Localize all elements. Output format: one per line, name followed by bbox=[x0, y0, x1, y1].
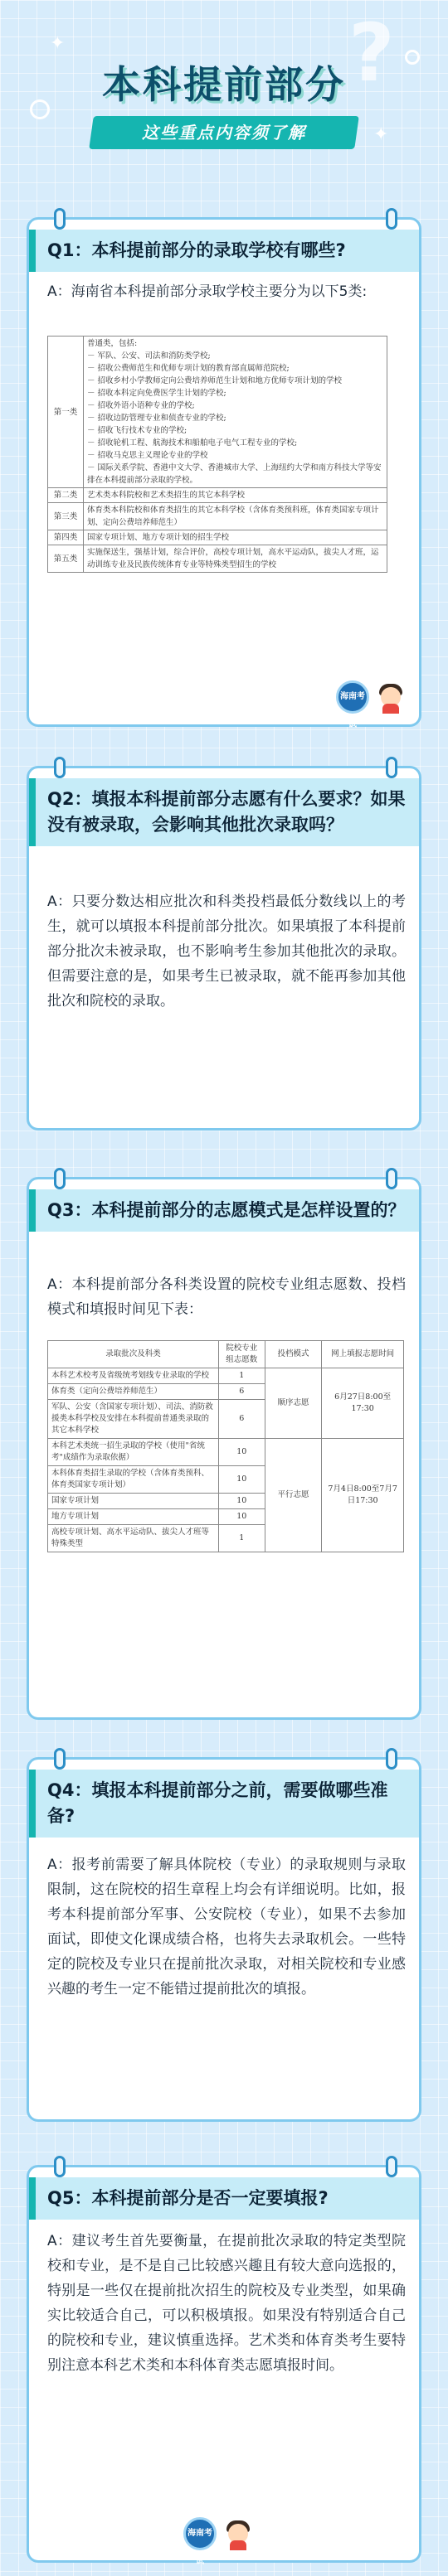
school-category: 第一类 bbox=[48, 337, 84, 488]
q1-card bbox=[27, 217, 421, 727]
school-description bbox=[84, 530, 387, 545]
school-description-line: － 国际关系学院、香港中文大学、香港城市大学、上海纽约大学和南方科技大学等安排在本科提前部分录取的学校。 bbox=[87, 463, 382, 485]
school-description-line: 实施保送生，强基计划，综合评价，高校专项计划，高水平运动队，拔尖人才班，运动训练专业及民族传统体育专业等特殊类型招生的学校 bbox=[87, 548, 379, 569]
school-description-line: － 招收乡村小学教师定向公费培养师范生计划和地方优师专项计划的学校 bbox=[87, 376, 343, 385]
q2-question-bar bbox=[29, 778, 419, 846]
page-subtitle: 这些重点内容须了解 bbox=[142, 123, 306, 143]
group-count: 6 bbox=[218, 1400, 265, 1439]
mode-table-row bbox=[48, 1439, 404, 1466]
school-description-line: － 招收公费师范生和优师专项计划的教育部直属师范院校; bbox=[87, 364, 290, 373]
q4-question: Q4：填报本科提前部分之前，需要做哪些准备? bbox=[47, 1780, 388, 1826]
q3-question: Q3：本科提前部分的志愿模式是怎样设置的？ bbox=[47, 1200, 406, 1220]
student-mascot bbox=[376, 680, 406, 714]
school-description-line: － 招收飞行技术专业的学校; bbox=[87, 426, 187, 435]
group-count: 10 bbox=[218, 1439, 265, 1466]
school-table-row bbox=[48, 545, 387, 573]
q1-school-table bbox=[47, 336, 387, 573]
q5-question: Q5：本科提前部分是否一定要填报? bbox=[47, 2188, 329, 2208]
batch-name: 体育类（定向公费培养师范生） bbox=[48, 1384, 219, 1400]
school-table-row bbox=[48, 503, 387, 530]
binder-ring bbox=[386, 2156, 397, 2177]
school-category: 第四类 bbox=[48, 530, 84, 545]
q2-card bbox=[27, 766, 421, 1131]
exam-logo-badge: 海南考试 bbox=[336, 680, 369, 714]
school-table-row bbox=[48, 337, 387, 488]
filing-time: 6月27日8:00至17:30 bbox=[322, 1368, 404, 1439]
filing-mode: 平行志愿 bbox=[265, 1439, 322, 1552]
school-category: 第五类 bbox=[48, 545, 84, 573]
school-description-line: 普通类，包括: bbox=[87, 339, 138, 348]
mode-table-header-cell: 录取批次及科类 bbox=[48, 1341, 219, 1368]
q3-question-bar bbox=[29, 1189, 419, 1232]
school-description-line: － 招收边防管理专业和侦查专业的学校; bbox=[87, 414, 226, 423]
q1-answer: A：海南省本科提前部分录取学校主要分为以下5类: bbox=[47, 283, 368, 300]
binder-ring bbox=[386, 208, 397, 230]
group-count: 1 bbox=[218, 1525, 265, 1552]
batch-name: 本科艺术校考及省级统考划线专业录取的学校 bbox=[48, 1368, 219, 1384]
group-count: 6 bbox=[218, 1384, 265, 1400]
q3-mode-table bbox=[47, 1340, 404, 1552]
mode-table-header-cell: 院校专业组志愿数 bbox=[218, 1341, 265, 1368]
exam-logo-badge: 海南考试 bbox=[183, 2517, 217, 2550]
page-title: 本科提前部分 bbox=[102, 62, 346, 107]
school-description bbox=[84, 503, 387, 530]
school-description-line: 国家专项计划、地方专项计划的招生学校 bbox=[87, 533, 230, 542]
q3-answer: A：本科提前部分各科类设置的院校专业组志愿数、投档模式和填报时间见下表： bbox=[47, 1276, 406, 1318]
batch-name: 高校专项计划、高水平运动队、拔尖人才班等特殊类型 bbox=[48, 1525, 219, 1552]
question-mark-decoration: ? bbox=[348, 7, 395, 99]
group-count: 10 bbox=[218, 1509, 265, 1525]
mode-table-header-cell: 投档模式 bbox=[265, 1341, 322, 1368]
school-description-line: 体育类本科院校和体育类招生的其它本科学校（含体育类预科班，体育类国家专项计划、定向公费培养师范生） bbox=[87, 506, 379, 527]
binder-ring bbox=[54, 1168, 66, 1189]
batch-name: 军队、公安（含国家专项计划）、司法、消防救援类本科学校及安排在本科提前普通类录取的其它本科学校 bbox=[48, 1400, 219, 1439]
batch-name: 本科艺术类统一招生录取的学校（使用"省统考"成绩作为录取依据） bbox=[48, 1439, 219, 1466]
school-description-line: － 招收本科定向免费医学生计划的学校; bbox=[87, 389, 226, 398]
q4-answer: A：报考前需要了解具体院校（专业）的录取规则与录取限制，这在院校的招生章程上均会有详细说明。比如，报考本科提前部分军事、公安院校（专业），如果不去参加面试，即使文化课成绩合格，也将失去录取机会。一些特定的院校及专业只在提前批次录取，对相关院校和专业感兴趣的考生一定不能错过提前批次的填报。 bbox=[47, 1857, 406, 1997]
school-description bbox=[84, 545, 387, 573]
q1-question-bar bbox=[29, 230, 419, 272]
q4-question-bar bbox=[29, 1770, 419, 1838]
school-description-line: － 招收轮机工程、航海技术和船舶电子电气工程专业的学校; bbox=[87, 438, 298, 448]
header bbox=[0, 0, 448, 191]
binder-ring bbox=[54, 1748, 66, 1770]
q5-question-bar bbox=[29, 2177, 419, 2220]
mode-table-header-cell: 网上填报志愿时间 bbox=[322, 1341, 404, 1368]
binder-ring bbox=[386, 757, 397, 778]
binder-ring bbox=[54, 208, 66, 230]
group-count: 1 bbox=[218, 1368, 265, 1384]
binder-ring bbox=[54, 757, 66, 778]
binder-ring bbox=[386, 1168, 397, 1189]
q5-answer: A：建议考生首先要衡量，在提前批次录取的特定类型院校和专业，是不是自己比较感兴趣且有较大意向选报的，特别是一些仅在提前批次招生的院校及专业类型，如果确实比较适合自己，可以积极填报。如果没有特别适合自己的院校和专业，建议慎重选择。艺术类和体育类考生要特别注意本科艺术类和本科体育类志愿填报时间。 bbox=[47, 2233, 406, 2374]
school-description-line: － 军队、公安、司法和消防类学校; bbox=[87, 351, 211, 361]
student-mascot bbox=[223, 2517, 253, 2550]
q2-answer: A：只要分数达相应批次和科类投档最低分数线以上的考生，就可以填报本科提前部分批次。如果填报了本科提前部分批次未被录取，也不影响考生参加其他批次的录取。但需要注意的是，如果考生已被录取，就不能再参加其他批次和院校的录取。 bbox=[47, 893, 406, 1010]
school-category: 第二类 bbox=[48, 488, 84, 503]
school-table-row bbox=[48, 488, 387, 503]
group-count: 10 bbox=[218, 1494, 265, 1509]
mode-table-header bbox=[48, 1341, 404, 1368]
sparkle-icon: ✦ bbox=[373, 124, 389, 145]
school-description bbox=[84, 337, 387, 488]
binder-ring bbox=[386, 1748, 397, 1770]
filing-mode: 顺序志愿 bbox=[265, 1368, 322, 1439]
batch-name: 地方专项计划 bbox=[48, 1509, 219, 1525]
school-description bbox=[84, 488, 387, 503]
batch-name: 国家专项计划 bbox=[48, 1494, 219, 1509]
school-table-row bbox=[48, 530, 387, 545]
school-description-line: － 招收外语小语种专业的学校; bbox=[87, 401, 195, 410]
filing-time: 7月4日8:00至7月7日17:30 bbox=[322, 1439, 404, 1552]
group-count: 10 bbox=[218, 1466, 265, 1494]
q3-card bbox=[27, 1177, 421, 1720]
binder-ring bbox=[54, 2156, 66, 2177]
q2-question: Q2：填报本科提前部分志愿有什么要求？如果没有被录取，会影响其他批次录取吗？ bbox=[47, 789, 406, 835]
batch-name: 本科体育类招生录取的学校（含体育类预科、体育类国家专项计划） bbox=[48, 1466, 219, 1494]
q5-card bbox=[27, 2165, 421, 2566]
q1-question: Q1：本科提前部分的录取学校有哪些? bbox=[47, 240, 346, 260]
mode-table-row bbox=[48, 1368, 404, 1384]
sparkle-icon: ✦ bbox=[50, 33, 66, 54]
school-description-line: 艺术类本科院校和艺术类招生的其它本科学校 bbox=[87, 491, 246, 500]
school-category: 第三类 bbox=[48, 503, 84, 530]
school-description-line: － 招收马克思主义理论专业的学校 bbox=[87, 451, 208, 460]
q4-card bbox=[27, 1757, 421, 2122]
